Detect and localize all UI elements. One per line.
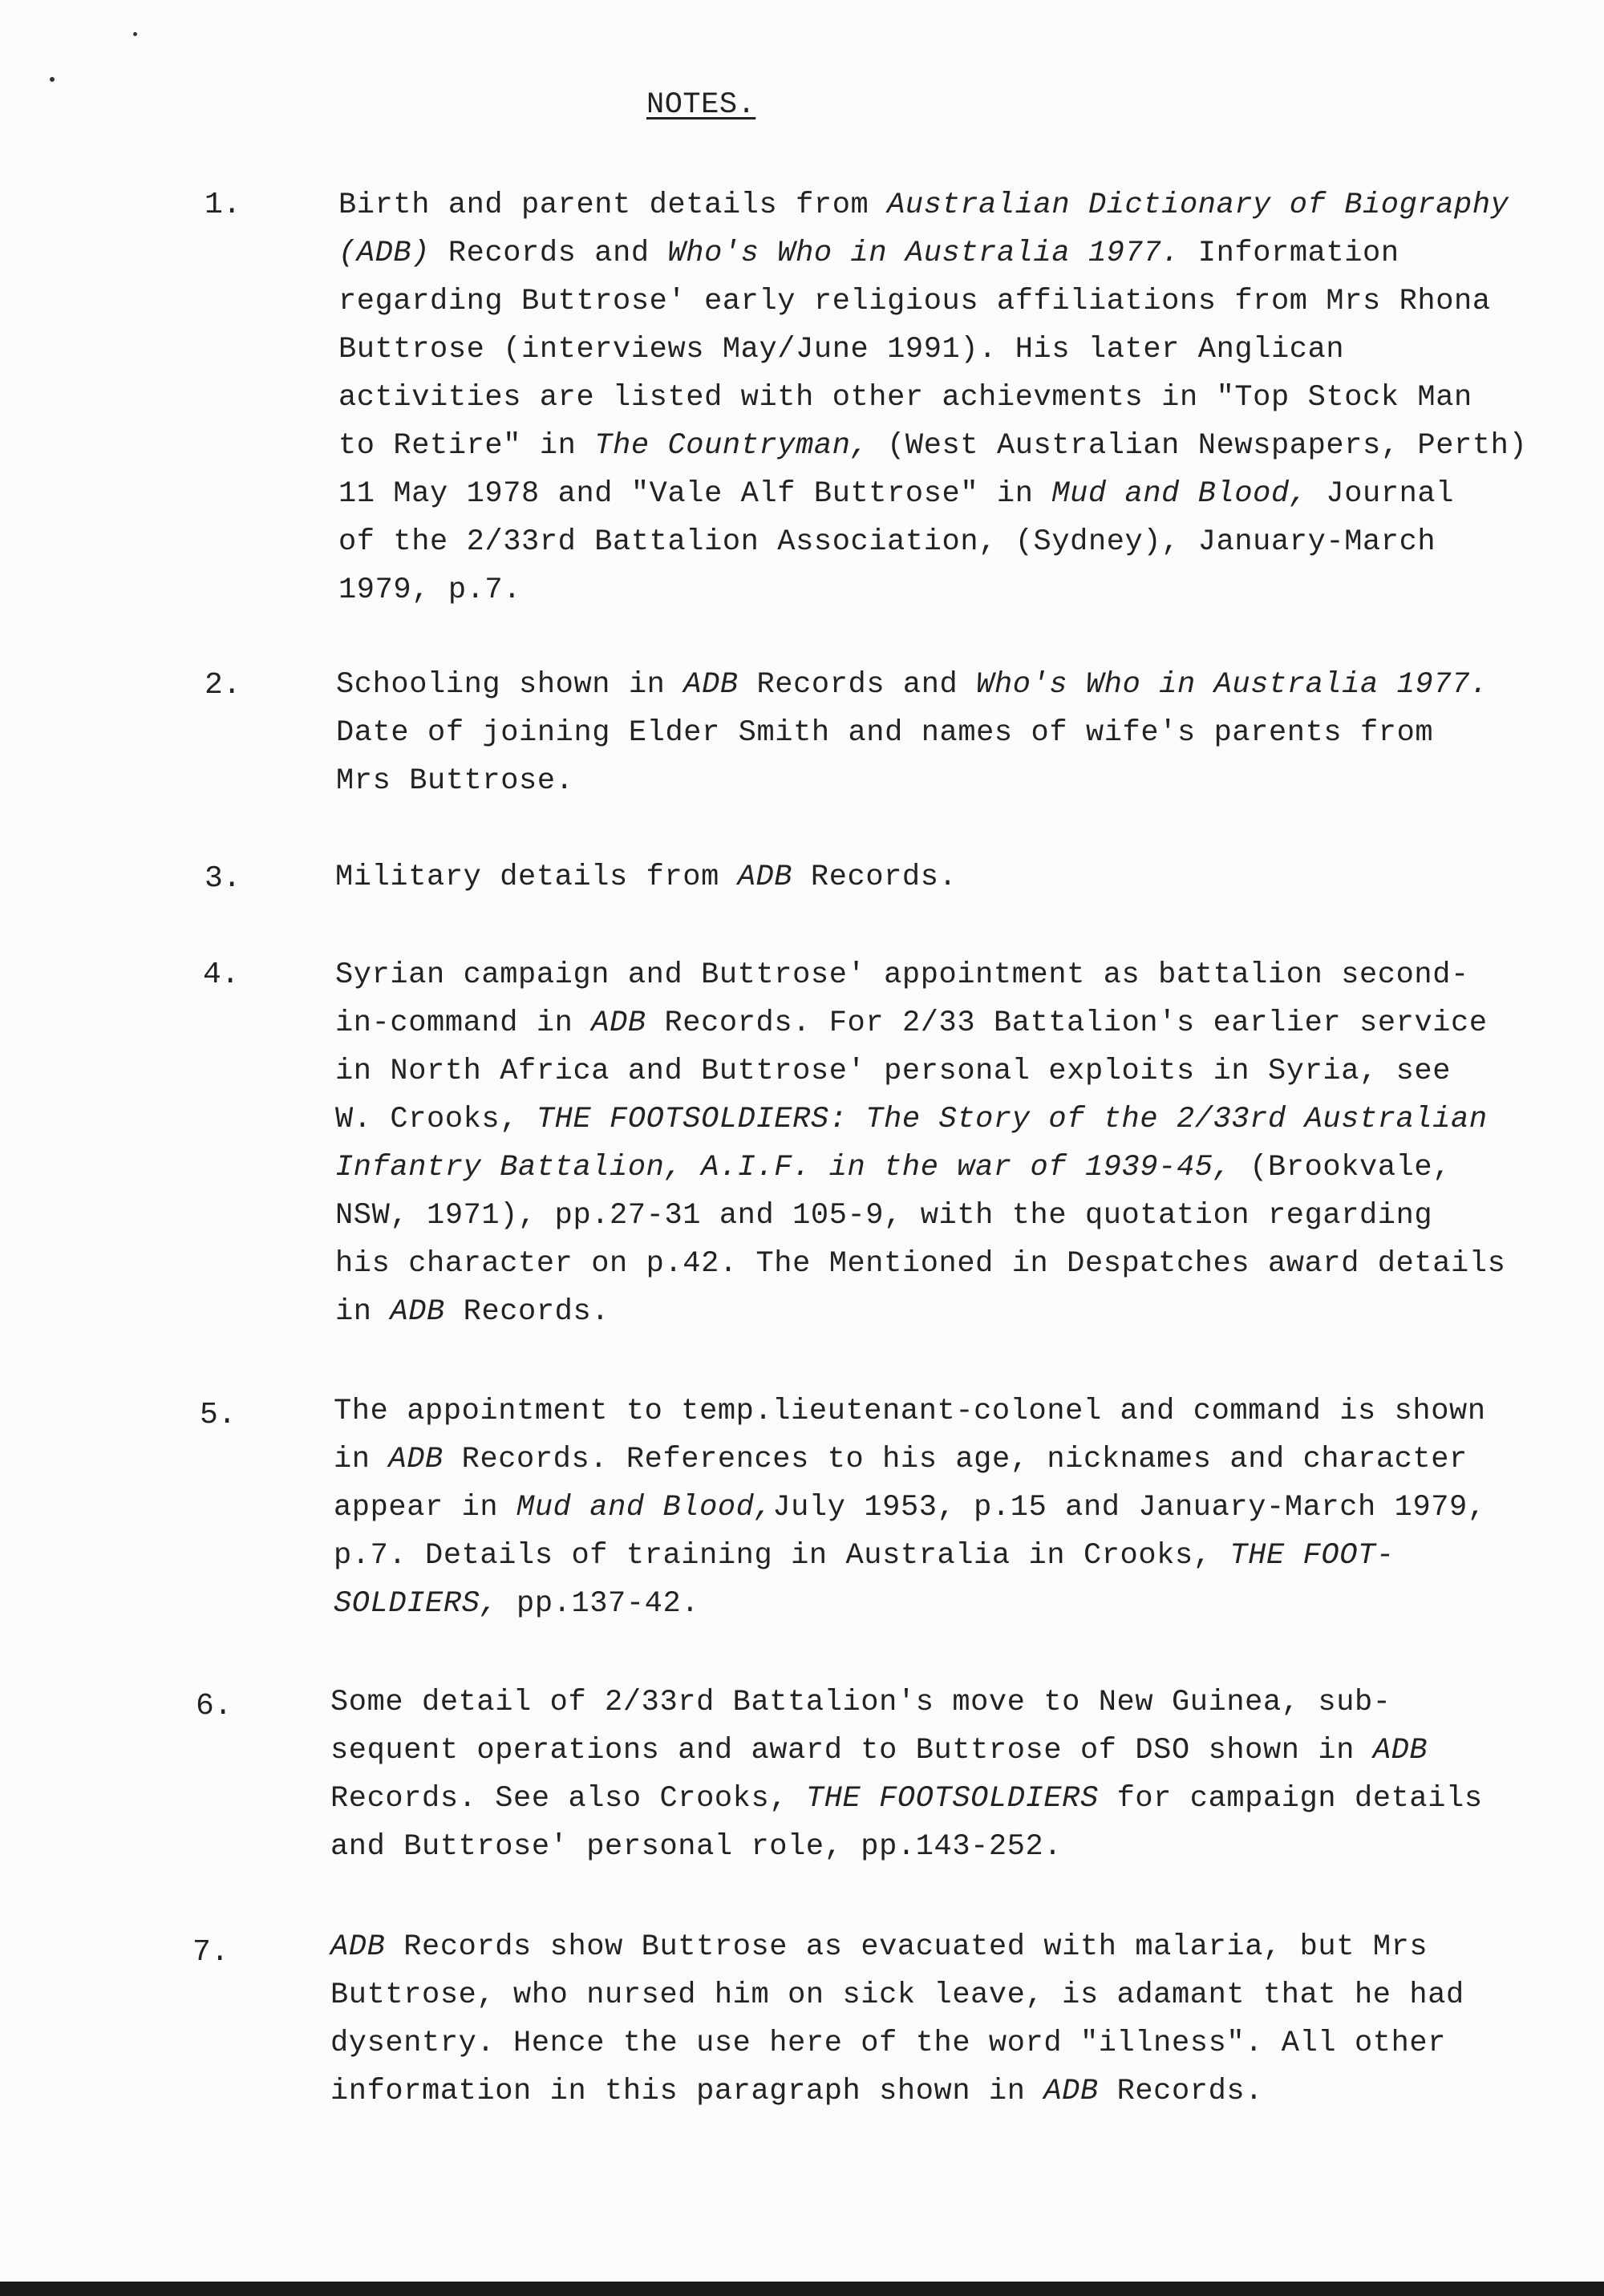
text-run: information in this paragraph shown in (330, 2075, 1044, 2108)
text-run: his character on p.42. The Mentioned in Despatches award details (335, 1247, 1506, 1281)
text-run: pp.137-42. (498, 1587, 700, 1621)
text-run: Mrs Buttrose. (336, 764, 574, 798)
text-run: Records. See also Crooks, (330, 1782, 806, 1816)
italic-text: Who's Who in Australia 1977. (667, 237, 1180, 270)
scan-edge (0, 2282, 1604, 2296)
text-run: in (334, 1443, 389, 1476)
note-number: 2. (205, 668, 241, 703)
note-line (335, 1047, 1586, 1095)
note-line (330, 2019, 1582, 2067)
text-run: Records and (738, 668, 977, 702)
note-line (338, 470, 1590, 518)
note-line (335, 1192, 1586, 1240)
text-run: Records. For 2/33 Battalion's earlier service (646, 1006, 1488, 1040)
text-run: appear in (334, 1491, 517, 1525)
note-line (338, 326, 1590, 374)
note-number: 4. (203, 958, 240, 992)
text-run: The appointment to temp.lieutenant-colonel and command is shown (334, 1395, 1486, 1428)
note-text (330, 1678, 1582, 1871)
italic-text: ADB (330, 1930, 386, 1964)
italic-text: Australian Dictionary of Biography (887, 188, 1509, 222)
note-number: 6. (196, 1689, 233, 1723)
text-run: for campaign details (1098, 1782, 1483, 1816)
text-run: Records show Buttrose as evacuated with malaria, but Mrs (385, 1930, 1428, 1964)
note-line (335, 1095, 1586, 1144)
note-text (335, 951, 1586, 1336)
italic-text: ADB (591, 1006, 646, 1040)
text-run: in (335, 1295, 391, 1329)
note-line (338, 229, 1590, 277)
note-number: 3. (205, 861, 241, 896)
italic-text: ADB (683, 668, 739, 702)
text-run: Records and (430, 237, 668, 270)
text-run: of the 2/33rd Battalion Association, (Sydney), January-March (338, 525, 1436, 559)
text-run: July 1953, p.15 and January-March 1979, (772, 1491, 1486, 1525)
note-text (335, 853, 1586, 901)
note-line (330, 1823, 1582, 1871)
italic-text: Who's Who in Australia 1977. (976, 668, 1489, 702)
text-run: activities are listed with other achievments in "Top Stock Man (338, 381, 1472, 415)
text-run: Journal (1307, 477, 1455, 511)
note-line (336, 661, 1587, 709)
note-line (334, 1436, 1585, 1484)
scan-speck (50, 77, 55, 82)
italic-text: Infantry Battalion, A.I.F. in the war of 1939-45, (335, 1151, 1232, 1184)
scan-speck (133, 32, 137, 36)
note-line (336, 709, 1587, 757)
note-line (336, 757, 1587, 805)
note-text (330, 1923, 1582, 2116)
text-run: Schooling shown in (336, 668, 684, 702)
note-line (330, 1727, 1582, 1775)
note-number: 7. (192, 1935, 229, 1970)
italic-text: (ADB) (338, 237, 431, 270)
text-run: Syrian campaign and Buttrose' appointment as battalion second- (335, 958, 1469, 992)
italic-text: Mud and Blood, (516, 1491, 773, 1525)
text-run: and Buttrose' personal role, pp.143-252. (330, 1830, 1063, 1864)
note-line (338, 518, 1590, 566)
note-line (330, 1678, 1582, 1727)
text-run: in-command in (335, 1006, 592, 1040)
text-run: NSW, 1971), pp.27-31 and 105-9, with the quotation regarding (335, 1199, 1433, 1233)
text-run: Records. (444, 1295, 610, 1329)
note-line (330, 1775, 1582, 1823)
text-run: Military details from (335, 860, 738, 894)
italic-text: THE FOOTSOLDIERS: The Story of the 2/33rd Australian (536, 1103, 1488, 1136)
page-title: NOTES. (646, 88, 756, 122)
italic-text: THE FOOT- (1229, 1539, 1395, 1573)
text-run: Records. (792, 860, 958, 894)
note-line (338, 566, 1590, 614)
italic-text: ADB (388, 1443, 444, 1476)
note-line (335, 951, 1586, 999)
note-number: 1. (205, 188, 241, 222)
note-line (334, 1532, 1585, 1580)
text-run: 1979, p.7. (338, 573, 522, 607)
note-line (330, 1923, 1582, 1971)
text-run: in North Africa and Buttrose' personal exploits in Syria, see (335, 1055, 1452, 1088)
note-text (336, 661, 1587, 805)
note-line (338, 277, 1590, 326)
italic-text: Mud and Blood, (1051, 477, 1308, 511)
text-run: sequent operations and award to Buttrose of DSO shown in (330, 1734, 1373, 1768)
text-run: Buttrose (interviews May/June 1991). His later Anglican (338, 333, 1345, 366)
text-run: Buttrose, who nursed him on sick leave, is adamant that he had (330, 1978, 1464, 2012)
note-text (338, 181, 1590, 614)
text-run: (West Australian Newspapers, Perth) (869, 429, 1528, 463)
text-run: Records. References to his age, nicknames and character (443, 1443, 1468, 1476)
italic-text: THE FOOTSOLDIERS (805, 1782, 1099, 1816)
note-line (330, 2067, 1582, 2116)
note-line (338, 374, 1590, 422)
note-line (335, 853, 1586, 901)
text-run: p.7. Details of training in Australia in Crooks, (334, 1539, 1230, 1573)
text-run: Birth and parent details from (338, 188, 888, 222)
note-line (335, 999, 1586, 1047)
text-run: to Retire" in (338, 429, 595, 463)
text-run: W. Crooks, (335, 1103, 537, 1136)
italic-text: SOLDIERS, (334, 1587, 499, 1621)
italic-text: ADB (737, 860, 793, 894)
text-run: regarding Buttrose' early religious affiliations from Mrs Rhona (338, 285, 1491, 318)
text-run: Information (1180, 237, 1399, 270)
text-run: dysentry. Hence the use here of the word "illness". All other (330, 2027, 1447, 2060)
note-line (338, 181, 1590, 229)
note-number: 5. (200, 1398, 237, 1432)
italic-text: ADB (1043, 2075, 1099, 2108)
note-text (334, 1387, 1585, 1628)
note-line (335, 1144, 1586, 1192)
note-line (334, 1484, 1585, 1532)
note-line (330, 1971, 1582, 2019)
text-run: (Brookvale, (1231, 1151, 1452, 1184)
text-run: Records. (1098, 2075, 1263, 2108)
note-line (338, 422, 1590, 470)
note-line (334, 1580, 1585, 1628)
text-run: Date of joining Elder Smith and names of wife's parents from (336, 716, 1434, 750)
italic-text: ADB (390, 1295, 445, 1329)
text-run: Some detail of 2/33rd Battalion's move to New Guinea, sub- (330, 1686, 1391, 1719)
note-line (335, 1240, 1586, 1288)
text-run: 11 May 1978 and "Vale Alf Buttrose" in (338, 477, 1052, 511)
italic-text: ADB (1372, 1734, 1428, 1768)
note-line (335, 1288, 1586, 1336)
note-line (334, 1387, 1585, 1436)
italic-text: The Countryman, (594, 429, 869, 463)
